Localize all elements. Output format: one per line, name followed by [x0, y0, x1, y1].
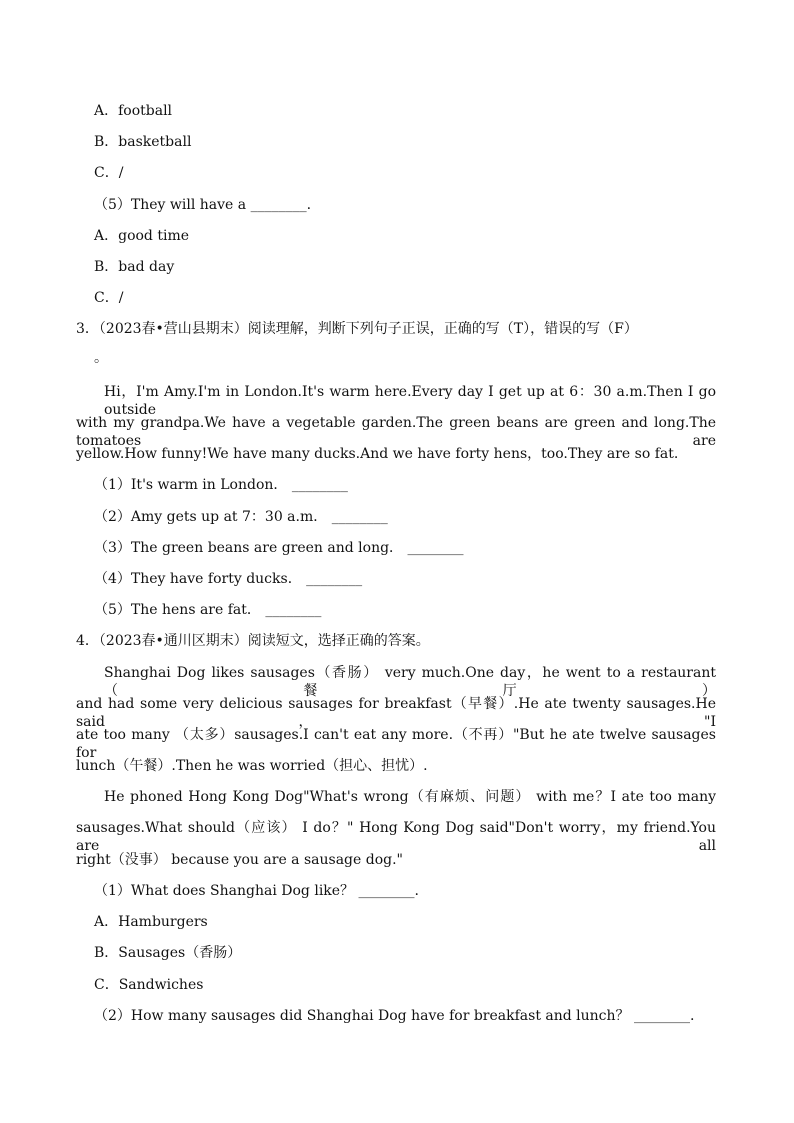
- question-5: （5）They will have a ________.: [94, 197, 312, 213]
- option-a-good-time: A．good time: [94, 228, 190, 244]
- section-3-heading: 3．（2023春•营山县期末）阅读理解，判断下列句子正误，正确的写（T），错误的写（F）: [76, 321, 638, 337]
- story-line: and had some very delicious sausages for breakfast（早餐）.He ate twenty sausages.He said， "I: [76, 696, 716, 730]
- tf-item-4: （4）They have forty ducks． ________: [94, 571, 363, 587]
- option-c-sandwiches: C．Sandwiches: [94, 977, 204, 993]
- option-b-sausages: B．Sausages（香肠）: [94, 945, 242, 961]
- option-b-bad-day: B．bad day: [94, 259, 175, 275]
- story-line: right（没事） because you are a sausage dog.": [76, 852, 403, 868]
- story-line: lunch（午餐）.Then he was worried（担心、担忧）.: [76, 758, 428, 774]
- tf-item-5: （5）The hens are fat． ________: [94, 602, 322, 618]
- story-line: sausages.What should（应该） I do？" Hong Kong Dog said"Don't worry，my friend.You are all: [76, 820, 716, 854]
- passage-line: yellow.How funny!We have many ducks.And we have forty hens，too.They are so fat.: [76, 446, 679, 462]
- story-line: Shanghai Dog likes sausages（香肠） very much.One day，he went to a restaurant（餐厅）: [104, 665, 716, 699]
- option-a-football: A．football: [94, 103, 173, 119]
- tf-item-2: （2）Amy gets up at 7：30 a.m． ________: [94, 509, 388, 525]
- option-c-slash-2: C．/: [94, 290, 124, 306]
- section-4-heading: 4．（2023春•通川区期末）阅读短文，选择正确的答案。: [76, 633, 430, 649]
- question-2: （2）How many sausages did Shanghai Dog have for breakfast and lunch？ ________.: [94, 1008, 695, 1024]
- question-1: （1）What does Shanghai Dog like？ ________.: [94, 883, 419, 899]
- option-a-hamburgers: A．Hamburgers: [94, 914, 208, 930]
- option-c-slash: C．/: [94, 165, 124, 181]
- tf-item-1: （1）It's warm in London． ________: [94, 477, 348, 493]
- section-3-heading-cont: 。: [94, 350, 108, 366]
- passage-line: with my grandpa.We have a vegetable garden.The green beans are green and long.The tomatoes are: [76, 415, 716, 449]
- passage-line: Hi，I'm Amy.I'm in London.It's warm here.Every day I get up at 6：30 a.m.Then I go outside: [104, 384, 716, 418]
- tf-item-3: （3）The green beans are green and long． ________: [94, 540, 464, 556]
- story-line: He phoned Hong Kong Dog"What's wrong（有麻烦、问题） with me？I ate too many: [104, 789, 716, 805]
- story-line: ate too many （太多）sausages.I can't eat any more.（不再）"But he ate twelve sausages for: [76, 727, 716, 761]
- option-b-basketball: B．basketball: [94, 134, 192, 150]
